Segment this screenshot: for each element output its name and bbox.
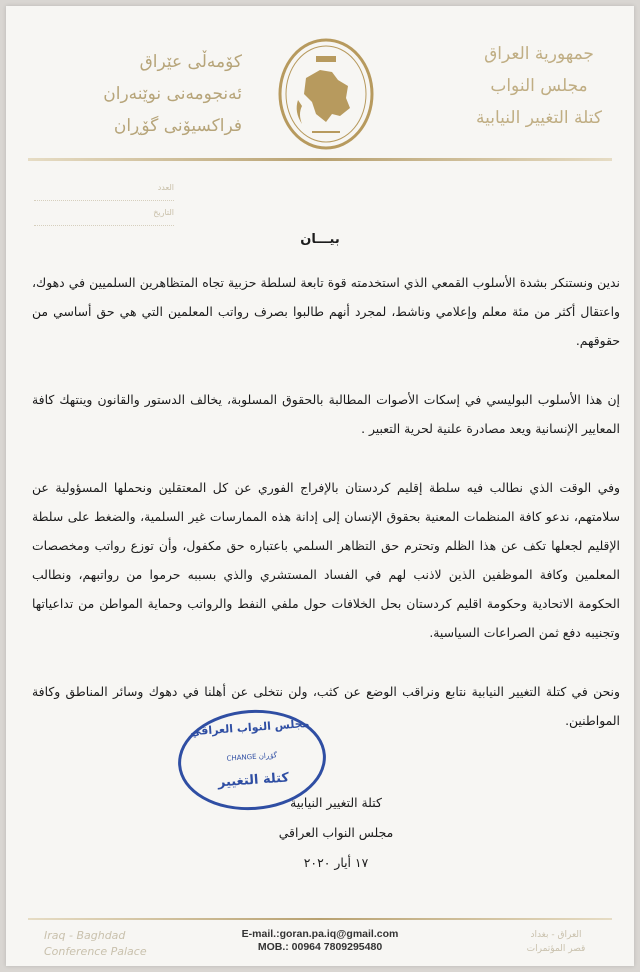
- statement-title: بيـــان: [300, 232, 340, 247]
- footer-mobile: MOB.: 00964 7809295480: [257, 941, 383, 953]
- ref-number-label: العدد: [34, 176, 174, 201]
- statement-paragraph: إن هذا الأسلوب البوليسي في إسكات الأصوات المطالبة بالحقوق المسلوبة، يخالف الدستور والقانون وينتهك كافة المعايير الإنسانية ويعد مصادرة علنية لحرية التعبير .: [32, 392, 620, 436]
- letterhead-left-line: ئەنجومەنی نوێنەران: [103, 84, 242, 104]
- footer-left-line: Conference Palace: [44, 945, 147, 958]
- statement-paragraph: وفي الوقت الذي نطالب فيه سلطة إقليم كردستان بالإفراج الفوري عن كل المعتقلين ونحملها المسؤولية عن سلامتهم، ندعو كافة المنظمات المعنية بحقوق الإنسان إلى إدانة هذه الممارسات غير السلمية، والضغط على سلطة الإقليم لجعلها تكف عن هذا الظلم وتحترم حق التظاهر السلمي باعتباره حق مكفول، وأن توزع رواتب ومخصصات المعلمين وكافة الموظفين الذين لاذنب لهم في الفساد المستشري والذي بسببه حرموا من رواتبهم، ونطالب الحكومة الاتحادية وحكومة اقليم كردستان بحل الخلافات حول ملفي النفط والرواتب وحماية المواطن من تداعياتها وتجنيبه دفع ثمن الصراعات السياسية.: [32, 480, 620, 640]
- footer-divider: [28, 918, 612, 920]
- letterhead-right-line: كتلة التغيير النيابية: [476, 108, 602, 128]
- signature-line: مجلس النواب العراقي: [278, 825, 394, 840]
- statement-paragraph: ندين ونستنكر بشدة الأسلوب القمعي الذي استخدمته قوة تابعة لسلطة حزبية تجاه المتظاهرين السلميين في دهوك، واعتقال أكثر من مئة معلم وإعلامي وناشط، لمجرد أنهم طالبوا بصرف رواتب المعلمين التي هي حق أساسي من حقوقهم.: [32, 275, 620, 348]
- letterhead-right-line: مجلس النواب: [490, 76, 588, 96]
- stamp-bottom-text: كتلة التغيير: [217, 770, 290, 791]
- date-label: التاريخ: [34, 201, 174, 226]
- footer-contact: [156, 928, 484, 954]
- footer-address-arabic: [496, 928, 616, 956]
- letterhead-kurdish: [42, 46, 242, 142]
- letter-page: [6, 6, 634, 966]
- footer-left-line: Iraq - Baghdad: [44, 929, 126, 942]
- signature-line: كتلة التغيير النيابية: [290, 795, 382, 810]
- signature-block: [216, 788, 456, 878]
- statement-body: [32, 268, 620, 765]
- signature-date: ١٧ أيار ٢٠٢٠: [303, 855, 369, 870]
- letterhead-arabic: [454, 38, 624, 134]
- reference-fields: [34, 176, 174, 226]
- letterhead-right-line: جمهورية العراق: [484, 44, 594, 64]
- letterhead-left-line: فراکسیۆنی گۆڕان: [113, 116, 242, 136]
- stamp-middle-text: گۆڕان CHANGE: [226, 751, 278, 763]
- parliament-logo-icon: [276, 36, 376, 152]
- letterhead-left-line: كۆمەڵی عێراق: [139, 52, 242, 72]
- footer-right-line: قصر المؤتمرات: [526, 944, 586, 954]
- header-divider: [28, 158, 612, 161]
- statement-paragraph: ونحن في كتلة التغيير النيابية نتابع ونراقب الوضع عن كثب، ولن نتخلى عن أهلنا في دهوك وسائر المناطق وكافة المواطنين.: [32, 684, 620, 728]
- footer-email: E-mail.:goran.pa.iq@gmail.com: [241, 928, 399, 940]
- stamp-top-text: مجلس النواب العراقي: [189, 716, 310, 739]
- footer-right-line: العراق - بغداد: [530, 930, 582, 940]
